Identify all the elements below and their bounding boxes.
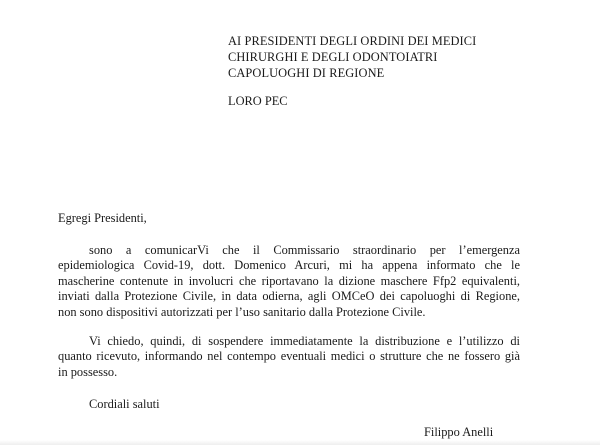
recipient-line: CHIRURGHI E DEGLI ODONTOIATRI — [228, 50, 438, 64]
paragraph-line: mascherine contenute in involucri che riportavano la dizione maschere Ffp2 equivalenti, — [58, 273, 520, 288]
paragraph-line-text: Vi chiedo, quindi, di sospendere immediatamente la distribuzione e l’utilizzo di — [89, 334, 520, 348]
paragraph-line-text: sono a comunicarVi che il Commissario straordinario per l’emergenza — [89, 243, 520, 257]
delivery-method: LORO PEC — [228, 94, 288, 108]
paragraph-line — [58, 334, 520, 349]
paragraph-line — [58, 243, 520, 258]
salutation: Egregi Presidenti, — [58, 211, 147, 225]
paragraph-line: quanto ricevuto, informando nel contempo eventuali medici o strutture che ne fossero già — [58, 349, 520, 364]
closing-remark: Cordiali saluti — [89, 397, 160, 411]
body-paragraph-2 — [58, 334, 520, 380]
recipient-line: AI PRESIDENTI DEGLI ORDINI DEI MEDICI — [228, 34, 477, 48]
paragraph-line: in possesso. — [58, 364, 118, 379]
recipient-block — [228, 33, 588, 81]
paragraph-line: non sono dispositivi autorizzati per l’uso sanitario dalla Protezione Civile. — [58, 304, 426, 319]
body-paragraph-1 — [58, 243, 520, 320]
recipient-line: CAPOLUOGHI DI REGIONE — [228, 66, 385, 80]
paragraph-line: inviati dalla Protezione Civile, in data odierna, agli OMCeO dei capoluoghi di Regione, — [58, 289, 520, 304]
page-edge — [0, 440, 600, 445]
paragraph-line: epidemiologica Covid-19, dott. Domenico Arcuri, mi ha appena informato che le — [58, 258, 520, 273]
signature-name: Filippo Anelli — [424, 425, 494, 439]
